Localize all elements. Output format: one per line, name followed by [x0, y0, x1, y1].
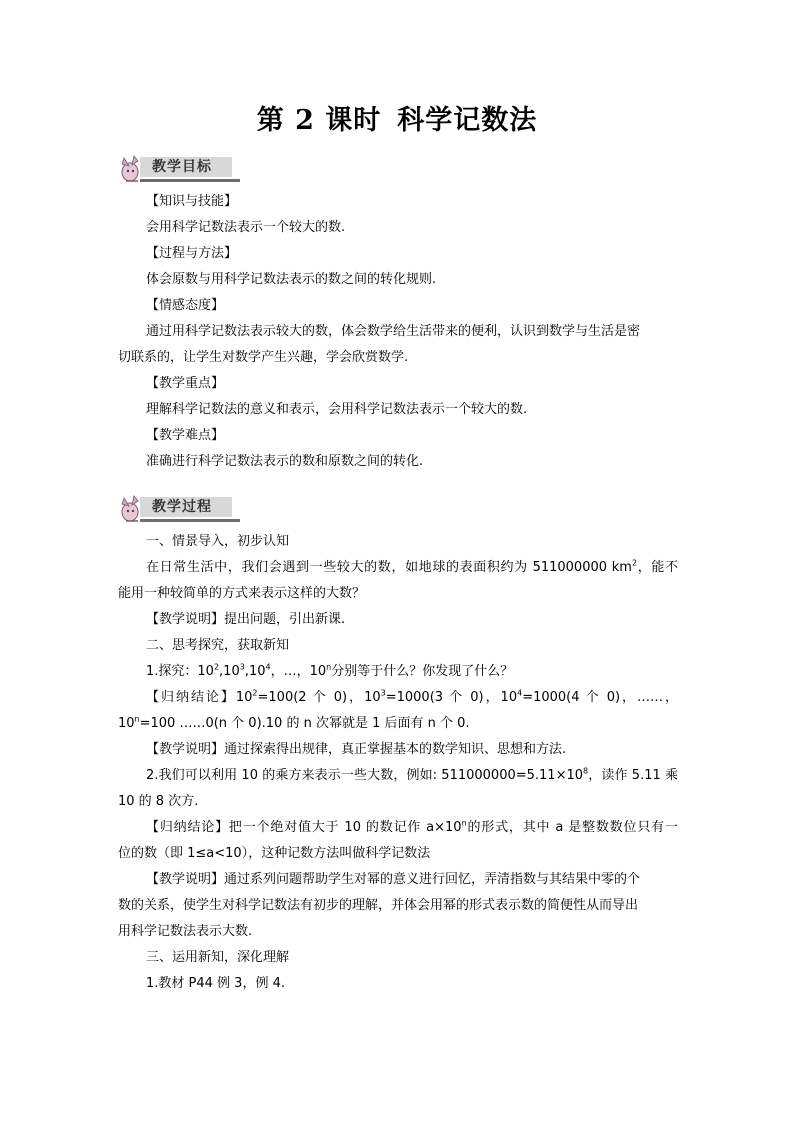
mascot-icon [118, 152, 152, 186]
heading-intro: 一、情景导入，初步认知 [146, 534, 290, 549]
conclusion-1-line-1: 【归纳结论】$10^2=100(2$ 个 0)，$10^3=1000(3$ 个 0)，$10^4=1000(4$ 个 0)，……， [146, 688, 678, 705]
mascot-icon [118, 492, 152, 526]
section-header-goals [118, 152, 242, 186]
key-point-heading: 【教学重点】 [146, 376, 225, 391]
section-title-goals: 教学目标 [152, 159, 212, 175]
process-block [118, 529, 678, 997]
difficulty-heading: 【教学难点】 [146, 428, 225, 443]
emotion-text-line-2: 切联系的，让学生对数学产生兴趣，学会欣赏数学. [118, 350, 409, 365]
knowledge-heading: 【知识与技能】 [146, 194, 238, 209]
difficulty-text: 准确进行科学记数法表示的数和原数之间的转化. [146, 454, 424, 469]
heading-explore: 二、思考探究，获取新知 [146, 638, 290, 653]
page-title [0, 98, 794, 137]
teaching-note-3-line-1: 【教学说明】通过系列问题帮助学生对幂的意义进行回忆，弄清指数与其结果中零的个 [146, 872, 641, 887]
goals-block [118, 189, 678, 475]
knowledge-text: 会用科学记数法表示一个较大的数. [146, 220, 346, 235]
key-point-text: 理解科学记数法的意义和表示，会用科学记数法表示一个较大的数. [146, 402, 528, 417]
section-title-process: 教学过程 [152, 499, 212, 515]
teaching-note-3-line-2: 数的关系，使学生对科学记数法有初步的理解，并体会用幂的形式表示数的简便性从而导出 [118, 898, 639, 913]
teaching-note-2: 【教学说明】通过探索得出规律，真正掌握基本的数学知识、思想和方法. [146, 742, 567, 757]
intro-line-2: 能用一种较简单的方式来表示这样的大数？ [118, 586, 366, 601]
conclusion-2-line-1: 【归纳结论】把一个绝对值大于 10 的数记作 $a\times 10^n$的形式，其中 a 是整数数位只有一 [146, 818, 678, 835]
emotion-heading: 【情感态度】 [146, 298, 225, 313]
intro-line-1: 在日常生活中，我们会遇到一些较大的数，如地球的表面积约为 511000000 $km^2$，能不 [146, 558, 678, 575]
lesson-number: 第 2 课时 [256, 105, 382, 136]
emotion-text-line-1: 通过用科学记数法表示较大的数，体会数学给生活带来的便利，认识到数学与生活是密 [146, 324, 641, 339]
process-heading: 【过程与方法】 [146, 246, 238, 261]
process-text: 体会原数与用科学记数法表示的数之间的转化规则. [146, 272, 437, 287]
explore-question-1: 1.探究：$10^2,10^3,10^4$，…，10$^n$分别等于什么？你发现了什么？ [146, 662, 514, 679]
conclusion-1-line-2: $10^n=100$ ……0(n 个 0).10 的 n 次幂就是 1 后面有 n 个 0. [118, 714, 470, 731]
lesson-topic: 科学记数法 [397, 105, 538, 136]
heading-apply: 三、运用新知，深化理解 [146, 950, 290, 965]
exercise-reference: 1.教材 P44 例 3，例 4. [146, 976, 285, 991]
teaching-note-1: 【教学说明】提出问题，引出新课. [146, 612, 346, 627]
example-2-line-1: 2.我们可以利用 10 的乘方来表示一些大数，例如: $511000000=5.11\times 10^8$，读作 5.11 乘 [146, 766, 678, 783]
section-header-process [118, 492, 242, 526]
example-2-line-2: 10 的 8 次方. [118, 794, 199, 809]
conclusion-2-line-2: 位的数（即 1≤a<10），这种记数方法叫做科学记数法 [118, 846, 431, 861]
teaching-note-3-line-3: 用科学记数法表示大数. [118, 924, 253, 939]
